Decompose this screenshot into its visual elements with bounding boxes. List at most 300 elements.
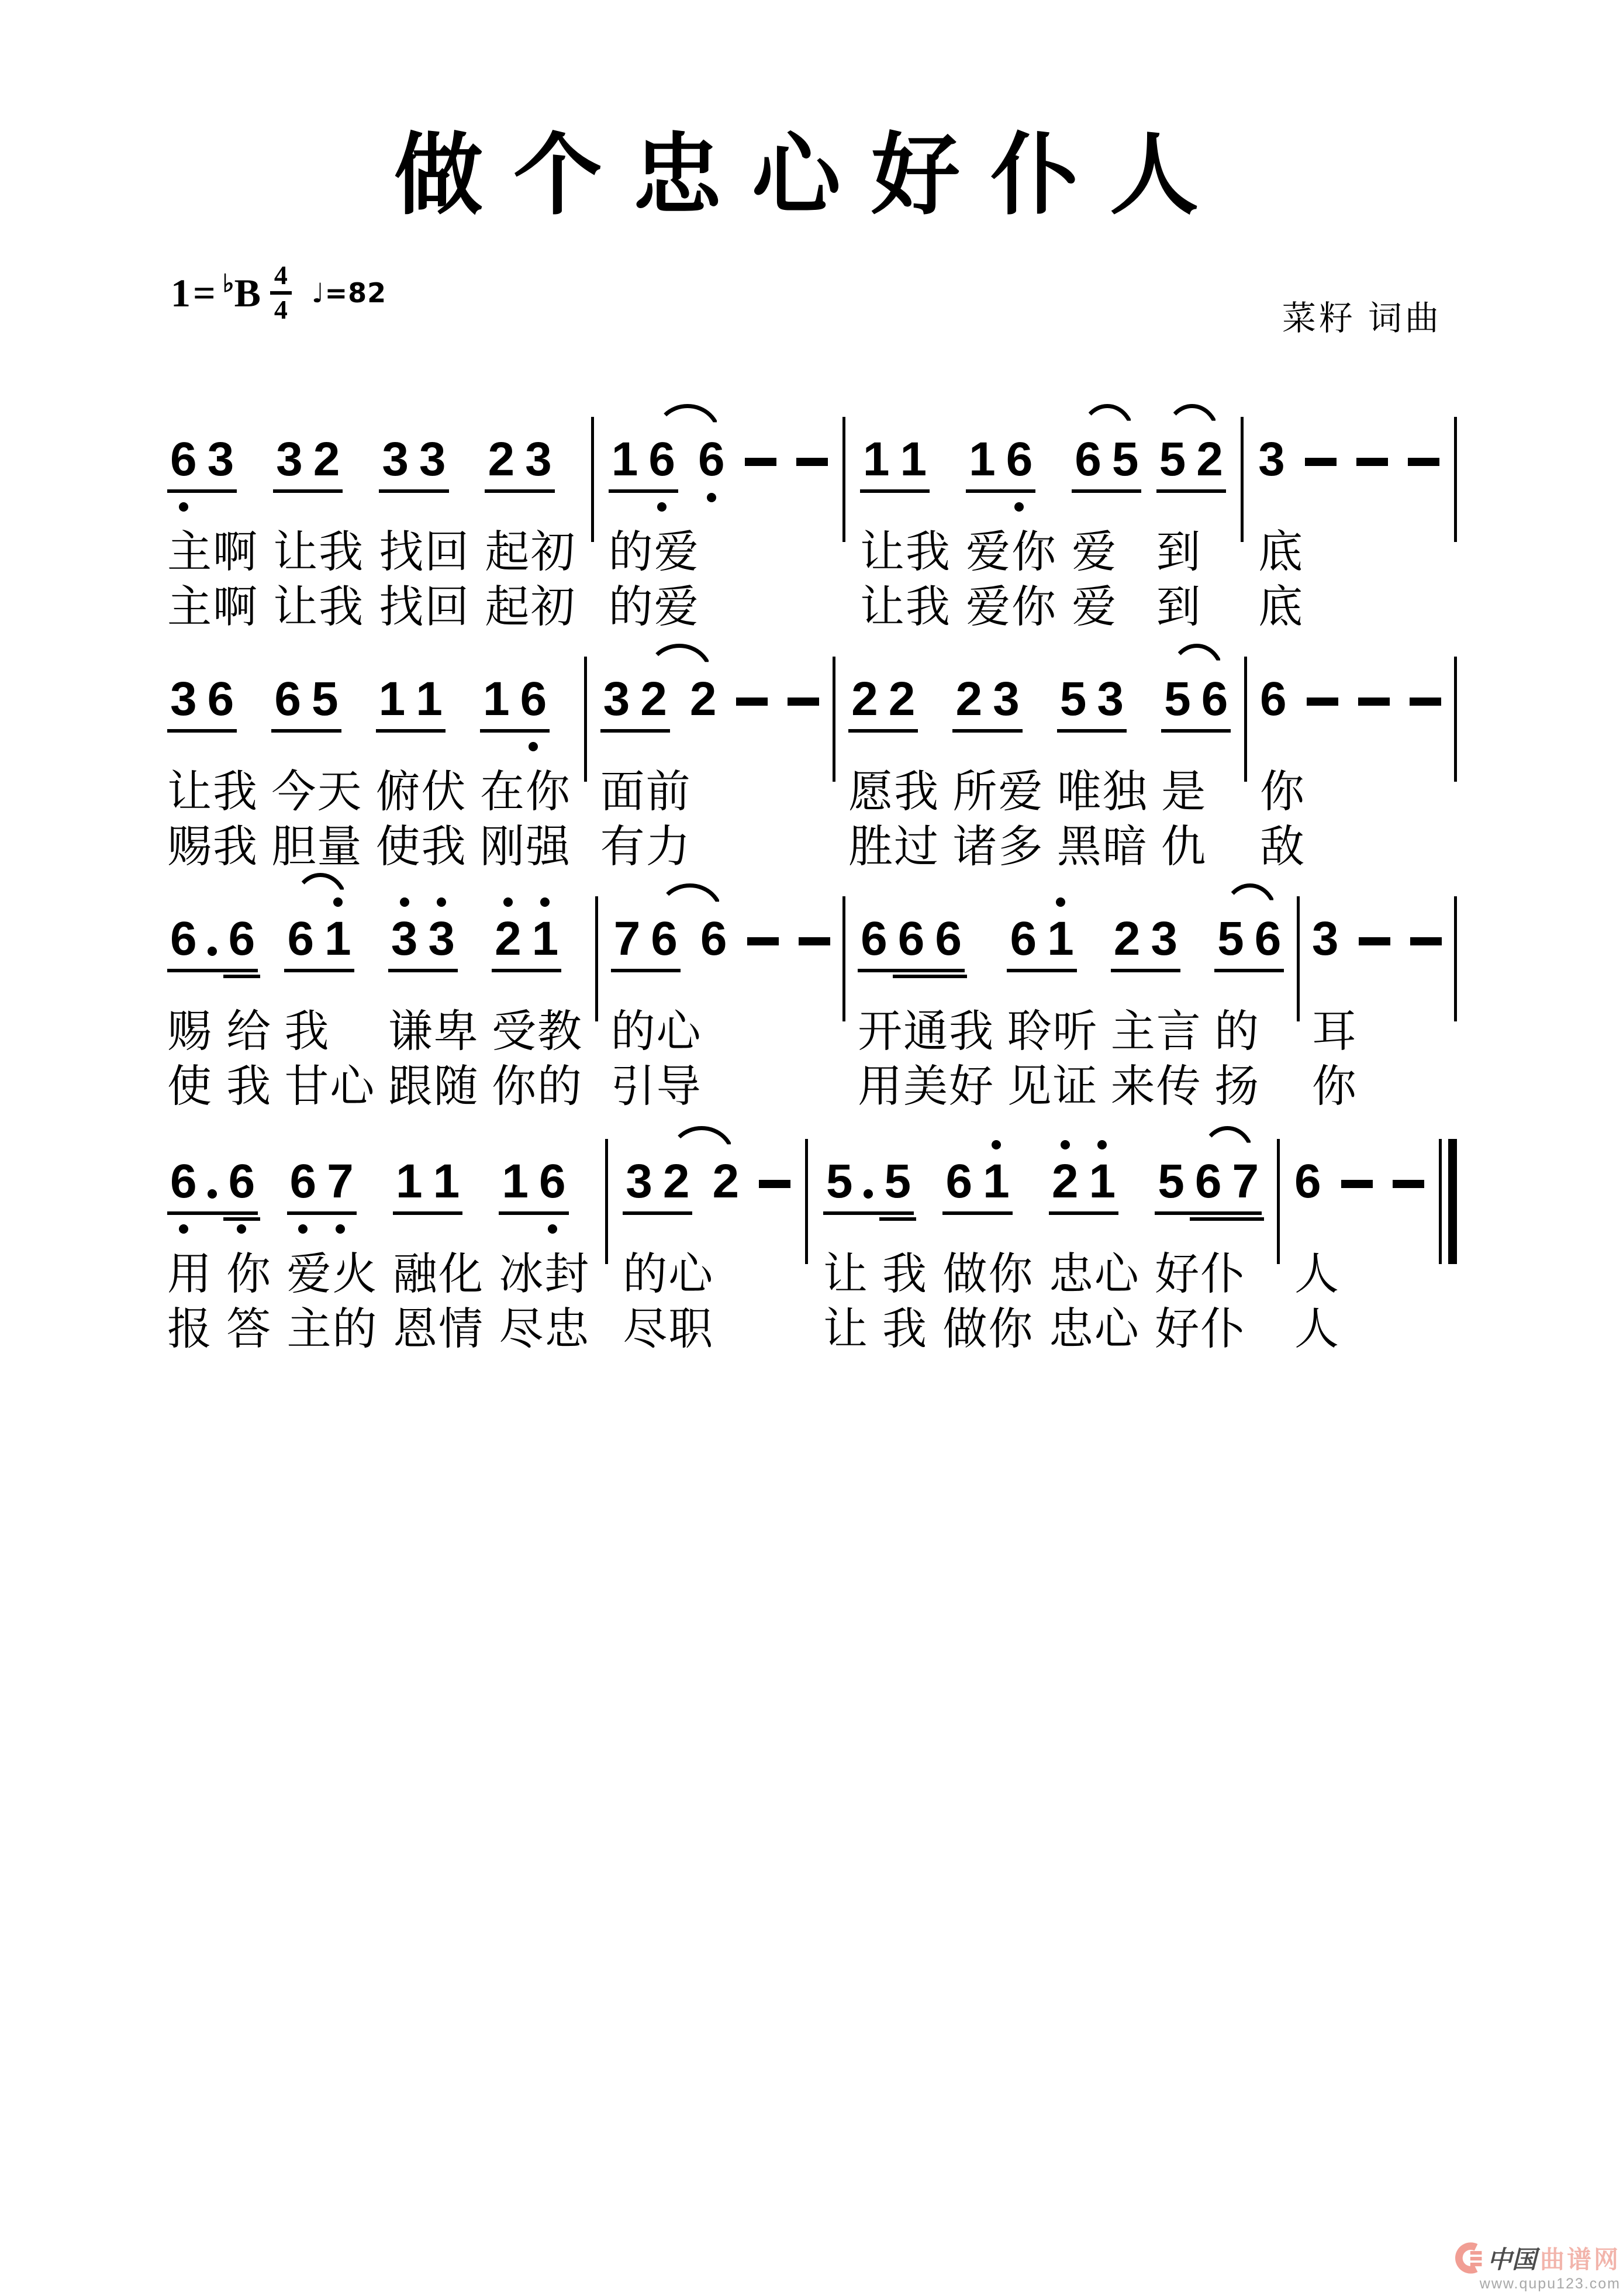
note-digit: 2 — [640, 672, 667, 726]
lyric-line-1: 你 — [1259, 767, 1306, 817]
lyric-line-2: 让我 — [859, 582, 951, 632]
note-digit: 2 — [495, 912, 522, 965]
beam-group — [1111, 912, 1180, 972]
note-row — [287, 1116, 357, 1241]
barline — [1241, 417, 1244, 542]
lyric-line-2: 的爱 — [608, 582, 700, 632]
measure-cell — [480, 633, 571, 872]
lyric-line-1: 面前 — [600, 767, 692, 817]
note-row — [167, 1116, 258, 1241]
beam-group — [600, 672, 670, 733]
note-digit: 6 — [1006, 433, 1033, 486]
note-digit: 5 — [884, 1155, 911, 1208]
note-row — [1260, 633, 1441, 758]
lyric-line-1: 今天 — [271, 767, 363, 817]
lyric-line-2: 起初 — [485, 582, 576, 632]
duration-dash — [1410, 698, 1441, 706]
note-digit: 2 — [955, 672, 983, 726]
note-row — [485, 393, 554, 519]
note-row — [167, 633, 237, 758]
beam-group — [393, 1155, 462, 1215]
lyric-line-1: 让我 — [273, 527, 365, 577]
barline — [1454, 657, 1457, 782]
augmentation-dot — [864, 1189, 873, 1199]
note-row — [167, 393, 237, 519]
beam-group — [167, 433, 237, 493]
measure-cell — [1057, 633, 1148, 872]
note-row — [388, 873, 458, 998]
watermark-url: www.qupu123.com — [1479, 2276, 1621, 2292]
score-system-3 — [167, 873, 1457, 1111]
note-digit: 3 — [428, 912, 455, 965]
lyric-line-1: 俯伏 — [375, 767, 467, 817]
note-digit: 5 — [1158, 1155, 1185, 1208]
note-row — [623, 1116, 790, 1241]
lyric-line-1: 谦卑 — [388, 1007, 479, 1056]
lyric-line-1: 好仆 — [1155, 1249, 1246, 1299]
slur-arc — [1169, 644, 1224, 675]
key-signature — [171, 262, 386, 324]
measure-cell — [1161, 633, 1231, 872]
lyric-line-2: 敌 — [1259, 822, 1306, 872]
lyric-line-2: 引导 — [610, 1062, 702, 1111]
note-row — [271, 633, 341, 758]
measure-cell — [271, 633, 362, 872]
beam-group — [167, 1155, 258, 1215]
note-digit: 1 — [324, 912, 351, 965]
slur-arc — [1080, 404, 1135, 436]
barline — [842, 417, 845, 542]
note-row — [1156, 393, 1226, 519]
measure-cell — [1258, 393, 1439, 632]
note-row — [1155, 1116, 1262, 1241]
lyric-line-2: 见证 — [1007, 1062, 1099, 1111]
note-digit: 1 — [482, 672, 510, 726]
beam-group — [492, 912, 561, 972]
note-digit: 2 — [313, 433, 340, 486]
lyric-line-1: 爱 — [1072, 527, 1118, 577]
beam-group — [858, 912, 965, 972]
lyric-line-1: 开通我 — [858, 1007, 995, 1056]
measure-cell — [273, 393, 364, 632]
lyric-line-2: 报 答 — [167, 1304, 272, 1354]
lyric-line-1: 唯独 — [1056, 767, 1148, 817]
note-row — [1049, 1116, 1118, 1241]
lyric-line-2: 尽忠 — [499, 1304, 591, 1354]
note-digit: 3 — [1151, 912, 1177, 965]
tonic-prefix: 1= — [171, 270, 218, 315]
note-row — [1072, 393, 1141, 519]
note-digit: 6 — [274, 672, 301, 726]
beam-group — [273, 433, 343, 493]
composer-credit: 菜籽 词曲 — [1282, 299, 1442, 337]
note-digit: 6 — [1201, 672, 1228, 726]
note-digit: 6 — [170, 433, 197, 486]
measure-cell — [1156, 393, 1226, 632]
note-digit: 6 — [1254, 912, 1282, 965]
barline — [591, 417, 594, 542]
note-digit: 1 — [1089, 1155, 1116, 1208]
lyric-line-1: 人 — [1294, 1249, 1340, 1299]
measure-cell — [287, 1116, 378, 1354]
note-row — [499, 1116, 568, 1241]
duration-dash — [1358, 698, 1390, 706]
beam-group — [271, 672, 341, 733]
note-row — [167, 873, 258, 998]
barline — [1454, 896, 1457, 1021]
note-digit: 2 — [1051, 1155, 1079, 1208]
song-title: 做个忠心好仆人 — [394, 127, 1229, 225]
watermark-logo-row — [1452, 2240, 1621, 2276]
lyric-line-1: 的爱 — [608, 527, 700, 577]
lyric-line-1: 忠心 — [1048, 1249, 1140, 1299]
score-system-1 — [167, 393, 1457, 632]
note-digit: 6 — [1075, 433, 1101, 486]
slur-arc — [668, 1126, 735, 1158]
augmentation-dot — [208, 947, 217, 956]
note-digit: 6 — [207, 672, 234, 726]
lyric-line-1: 爱你 — [966, 527, 1058, 577]
note-digit: 5 — [1111, 433, 1139, 486]
duration-dash — [1356, 458, 1388, 466]
note-digit: 3 — [993, 672, 1020, 726]
beam-group — [167, 912, 258, 972]
measure-cell — [1155, 1116, 1262, 1354]
duration-dash — [759, 1180, 790, 1188]
lyric-line-2: 爱 — [1072, 582, 1118, 632]
note-digit: 6 — [1010, 912, 1037, 965]
augmentation-dot — [208, 1189, 217, 1199]
measure-cell — [1049, 1116, 1140, 1354]
lyric-line-2: 主啊 — [167, 582, 258, 632]
note-row — [858, 873, 965, 998]
lyric-line-1: 我 — [284, 1007, 330, 1056]
note-digit: 5 — [1059, 672, 1087, 726]
note-row — [611, 873, 830, 998]
barline — [605, 1139, 608, 1264]
lyric-line-1: 聆听 — [1007, 1007, 1099, 1056]
note-digit: 3 — [391, 912, 418, 965]
note-digit: 6 — [1294, 1155, 1321, 1208]
lyric-line-2: 你的 — [492, 1062, 583, 1111]
measure-cell — [966, 393, 1057, 632]
lyric-line-2: 有力 — [600, 822, 692, 872]
note-digit: 6 — [1194, 1155, 1222, 1208]
note-digit: 3 — [382, 433, 409, 486]
measure-cell — [167, 1116, 272, 1354]
lyric-line-1: 主言 — [1110, 1007, 1202, 1056]
lyric-line-1: 融化 — [392, 1249, 484, 1299]
barline — [1244, 657, 1247, 782]
note-row — [1057, 633, 1127, 758]
beam-group — [609, 433, 678, 493]
slur-arc — [646, 644, 713, 675]
lyric-line-1: 爱火 — [286, 1249, 378, 1299]
tonic-letter: B — [234, 270, 261, 315]
note-row — [1111, 873, 1180, 998]
note-digit: 2 — [851, 672, 878, 726]
meter-numerator: 4 — [270, 262, 292, 295]
lyric-line-2: 到 — [1156, 582, 1202, 632]
slur-arc — [1165, 404, 1220, 436]
note-row — [942, 1116, 1012, 1241]
beam-group — [284, 912, 354, 972]
measure-cell — [167, 393, 258, 632]
beam-group — [623, 1155, 692, 1215]
measure-cell — [376, 633, 467, 872]
beam-group — [823, 1155, 914, 1215]
note-digit: 3 — [276, 433, 303, 486]
lyric-line-2: 仇 — [1161, 822, 1207, 872]
measure-cell — [485, 393, 576, 632]
barline — [1277, 1139, 1280, 1264]
note-digit: 1 — [395, 1155, 423, 1208]
beam-group — [1214, 912, 1284, 972]
note-digit: 6 — [170, 912, 197, 965]
lyric-line-1: 让我 — [167, 767, 258, 817]
final-barline-thin — [1439, 1139, 1442, 1264]
note-digit: 5 — [1217, 912, 1244, 965]
lyric-line-1: 冰封 — [499, 1249, 591, 1299]
lyric-line-1: 用 你 — [167, 1249, 272, 1299]
lyric-line-2: 跟随 — [388, 1062, 479, 1111]
slur-arc — [1223, 883, 1277, 915]
lyric-line-1: 让 我 — [823, 1249, 928, 1299]
beam-group — [611, 912, 681, 972]
duration-dash — [1307, 698, 1338, 706]
note-digit: 2 — [888, 672, 916, 726]
note-digit: 5 — [1164, 672, 1191, 726]
note-digit: 6 — [228, 1155, 255, 1208]
lyric-line-2: 底 — [1258, 582, 1304, 632]
beam-group — [499, 1155, 568, 1215]
measure-cell — [611, 873, 830, 1111]
beam-group — [1057, 672, 1127, 733]
note-digit: 1 — [611, 433, 638, 486]
note-digit: 6 — [289, 1155, 317, 1208]
note-digit: 1 — [900, 433, 927, 486]
note-row — [1294, 1116, 1424, 1241]
lyric-line-2: 人 — [1294, 1304, 1340, 1354]
lyric-line-1: 耳 — [1311, 1007, 1358, 1056]
note-row — [823, 1116, 914, 1241]
lyric-line-1: 是 — [1161, 767, 1207, 817]
lyric-line-1: 主啊 — [167, 527, 258, 577]
measure-cell — [600, 633, 820, 872]
note-digit: 3 — [626, 1155, 652, 1208]
lyric-line-1: 愿我 — [848, 767, 940, 817]
slur-arc — [654, 404, 721, 436]
beam-group — [1007, 912, 1076, 972]
note-row — [1161, 633, 1231, 758]
beam-group — [485, 433, 554, 493]
lyric-line-1: 到 — [1156, 527, 1202, 577]
beam-group — [942, 1155, 1012, 1215]
measure-cell — [393, 1116, 484, 1354]
measure-cell — [167, 873, 272, 1111]
lyric-line-1: 底 — [1258, 527, 1304, 577]
note-digit: 2 — [1113, 912, 1141, 965]
duration-dash — [1305, 458, 1337, 466]
note-row — [848, 633, 918, 758]
beam-group — [1156, 433, 1226, 493]
note-digit: 6 — [1259, 672, 1287, 726]
barline — [595, 896, 598, 1021]
beam-group — [1161, 672, 1231, 733]
lyric-line-2: 让 我 — [823, 1304, 928, 1354]
measure-cell — [942, 1116, 1034, 1354]
duration-dash — [788, 698, 819, 706]
measure-cell — [823, 1116, 928, 1354]
lyric-line-1: 的 — [1214, 1007, 1261, 1056]
lyric-line-2: 找回 — [379, 582, 471, 632]
note-digit: 6 — [700, 912, 727, 965]
note-row — [1312, 873, 1442, 998]
barline — [805, 1139, 808, 1264]
meter-denominator: 4 — [274, 294, 288, 324]
lyric-line-2: 赐我 — [167, 822, 258, 872]
lyric-line-1: 的心 — [610, 1007, 702, 1056]
note-digit: 3 — [603, 672, 630, 726]
measure-cell — [860, 393, 951, 632]
slur-arc — [657, 883, 723, 915]
beam-group — [480, 672, 550, 733]
note-row — [492, 873, 561, 998]
note-digit: 3 — [207, 433, 234, 486]
lyric-line-2: 你 — [1311, 1062, 1358, 1111]
note-digit: 1 — [433, 1155, 460, 1208]
lyric-line-2: 黑暗 — [1056, 822, 1148, 872]
qupu-logo-icon — [1452, 2242, 1485, 2274]
note-digit: 1 — [531, 912, 559, 965]
note-row — [609, 393, 828, 519]
duration-dash — [747, 937, 779, 945]
measure-cell — [284, 873, 375, 1111]
slur-arc — [293, 873, 348, 904]
measure-cell — [167, 633, 258, 872]
note-row — [1258, 393, 1439, 519]
note-digit: 6 — [698, 433, 725, 486]
note-digit: 5 — [1159, 433, 1186, 486]
measure-cell — [1294, 1116, 1424, 1354]
barline — [833, 657, 835, 782]
lyric-line-2: 用美好 — [858, 1062, 995, 1111]
duration-dash — [1410, 937, 1442, 945]
measure-cell — [379, 393, 470, 632]
measure-cell — [1072, 393, 1141, 632]
beam-group — [1049, 1155, 1118, 1215]
lyric-line-2: 爱你 — [966, 582, 1058, 632]
duration-dash — [1393, 1180, 1424, 1188]
note-digit: 1 — [378, 672, 406, 726]
measure-cell — [1007, 873, 1098, 1111]
lyric-line-2: 做你 — [942, 1304, 1034, 1354]
lyric-line-2: 主的 — [286, 1304, 378, 1354]
beam-group — [167, 672, 237, 733]
note-row — [273, 393, 343, 519]
lyric-line-2: 扬 — [1214, 1062, 1261, 1111]
beam-group — [966, 433, 1035, 493]
note-digit: 6 — [648, 433, 675, 486]
note-digit: 6 — [861, 912, 888, 965]
note-digit: 5 — [826, 1155, 853, 1208]
note-row — [480, 633, 550, 758]
note-digit: 2 — [1196, 433, 1223, 486]
note-digit: 3 — [525, 433, 552, 486]
lyric-line-2: 恩情 — [392, 1304, 484, 1354]
note-digit: 1 — [983, 1155, 1010, 1208]
final-barline — [1439, 1139, 1457, 1264]
note-digit: 1 — [862, 433, 890, 486]
duration-dash — [1359, 937, 1390, 945]
beam-group — [848, 672, 918, 733]
note-digit: 6 — [897, 912, 925, 965]
watermark-site-name-light: 曲谱网 — [1539, 2246, 1621, 2273]
measure-cell — [609, 393, 828, 632]
note-digit: 2 — [488, 433, 515, 486]
duration-dash — [799, 937, 830, 945]
duration-dash — [736, 698, 768, 706]
measure-cell — [499, 1116, 590, 1354]
note-digit: 6 — [539, 1155, 566, 1208]
measure-cell — [492, 873, 583, 1111]
beam-group — [379, 433, 448, 493]
beam-group — [1155, 1155, 1262, 1215]
measure-cell — [1312, 873, 1442, 1111]
note-digit: 3 — [1258, 433, 1285, 486]
score-system-4 — [167, 1116, 1457, 1354]
note-digit: 2 — [662, 1155, 690, 1208]
note-digit: 3 — [1311, 912, 1339, 965]
lyric-line-2: 诸多 — [952, 822, 1044, 872]
note-digit: 7 — [613, 912, 641, 965]
note-digit: 3 — [170, 672, 197, 726]
tempo-marking: ♩=82 — [311, 277, 387, 309]
watermark-site-name-dark: 中国 — [1487, 2246, 1536, 2273]
lyric-line-1: 赐 给 — [167, 1007, 272, 1056]
note-digit: 1 — [969, 433, 996, 486]
lyric-line-2: 让我 — [273, 582, 365, 632]
lyric-line-2: 使我 — [375, 822, 467, 872]
note-row — [393, 1116, 462, 1241]
beam-group — [1072, 433, 1141, 493]
note-digit: 3 — [419, 433, 446, 486]
note-digit: 6 — [945, 1155, 973, 1208]
beam-group — [952, 672, 1022, 733]
note-digit: 1 — [416, 672, 443, 726]
lyric-line-1: 让我 — [859, 527, 951, 577]
barline — [1297, 896, 1300, 1021]
lyric-line-1: 受教 — [492, 1007, 583, 1056]
beam-group — [287, 1155, 357, 1215]
beam-group — [860, 433, 930, 493]
note-row — [1214, 873, 1284, 998]
note-digit: 7 — [327, 1155, 354, 1208]
beam-group — [376, 672, 446, 733]
note-digit: 6 — [228, 912, 255, 965]
lyric-line-2: 尽职 — [623, 1304, 714, 1354]
lyric-line-2: 刚强 — [479, 822, 571, 872]
beam-group — [388, 912, 458, 972]
lyric-line-2: 甘心 — [284, 1062, 376, 1111]
watermark — [1452, 2240, 1621, 2292]
lyric-line-2: 来传 — [1110, 1062, 1202, 1111]
note-digit: 6 — [935, 912, 962, 965]
duration-dash — [745, 458, 776, 466]
note-digit: 2 — [689, 672, 717, 726]
barline — [842, 896, 845, 1021]
note-digit: 6 — [651, 912, 678, 965]
